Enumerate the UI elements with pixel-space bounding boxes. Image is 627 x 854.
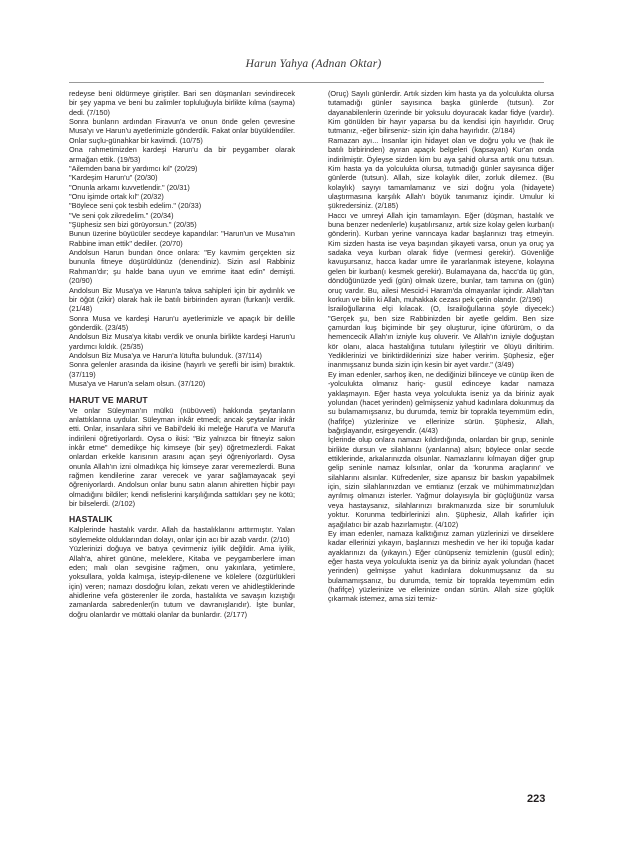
verse-paragraph: Andolsun Biz Musa'ya ve Harun'a takva sahipleri için bir aydınlık ve bir öğüt (zikir) olarak hak ile batılı birbirinden ayıran (furkan)ı verdik. (21/48) (69, 285, 295, 314)
verse-paragraph: İsrailoğullarına elçi kılacak. (O, İsrailoğullarına şöyle diyecek:) "Gerçek şu, ben size Rabbinizden bir ayetle geldim. Ben size çamurdan kuş biçiminde bir şey oluşturur, içine üfürürüm, o da hemencecik Allah'ın izniyle kuş oluverir. Ve Allah'ın izniyle doğuştan kör olanı, alaca hastalığına tutulanı iyileştirir ve ölüyü diriltirim. Yediklerinizi ve biriktirdiklerinizi size haber veririm. Şüphesiz, eğer inanmışsanız bunda sizin için kesin bir ayet vardır." (3/49) (328, 304, 554, 370)
left-text-column (69, 89, 295, 619)
verse-paragraph: Haccı ve umreyi Allah için tamamlayın. Eğer (düşman, hastalık ve buna benzer nedenlerle) kuşatılırsanız, artık size kolay gelen kurban(ı gönderin). Kurban yerine varıncaya kadar başlarınızı traş etmeyin. Kim sizden hasta ise veya başından şikayeti varsa, onun ya oruç ya sadaka veya kurban olarak fidye (vermesi gerekir). Güvenliğe kavuşursanız, hacca kadar umre ile yararlanmak isteyene, kolayına gelen bir kurban(ı kesmek gerekir). Bulamayana da, hacc'da üç gün, döndüğünüzde yedi (gün) olmak üzere, bunlar, tam tamına on (gün) oruç vardır. Bu, ailesi Mescid-i Haram'da olmayanlar içindir. Allah'tan korkun ve bilin ki Allah, muhakkak cezası pek çetin olandır. (2/196) (328, 210, 554, 304)
verse-paragraph: "Böylece seni çok tesbih edelim." (20/33) (69, 201, 202, 211)
section-heading: HARUT VE MARUT (69, 394, 148, 405)
verse-paragraph: Kalplerinde hastalık vardır. Allah da hastalıklarını arttırmıştır. Yalan söylemekte olduklarından dolayı, onlar için acı bir azab vardır. (2/10) (69, 525, 295, 544)
verse-paragraph: Ey iman edenler, namaza kalktığınız zaman yüzlerinizi ve dirseklere kadar ellerinizi yıkayın, başlarınızı meshedin ve her iki topuğa kadar ayaklarınızı da (yıkayın.) Eğer cünüpseniz temizlenin (gusül edin); eğer hasta veya yolculukta iseniz ya da biriniz ayak yolundan (hacet yerinden) gelmişse yahut kadınlara dokunmuşsanız da su bulamamışsanız, bu durumda, temiz bir toprakla teyemmüm edin (hafifçe) yüzlerinize ve ellerinize ondan sürün. Allah size güçlük çıkarmak istemez, ama sizi temiz- (328, 528, 554, 604)
verse-paragraph: redeyse beni öldürmeye giriştiler. Bari sen düşmanları sevindirecek bir şey yapma ve beni bu zalimler topluluğuyla birlikte kılma (sayma) dedi. (7/150) (69, 89, 295, 117)
verse-paragraph: Andolsun Biz Musa'ya kitabı verdik ve onunla birlikte kardeşi Harun'u yardımcı kıldık. (25/35) (69, 332, 295, 351)
verse-paragraph: "Kardeşim Harun'u" (20/30) (69, 173, 158, 183)
verse-paragraph: Andolsun Biz Musa'ya ve Harun'a lütufta bulunduk. (37/114) (69, 351, 262, 361)
verse-paragraph: "Onu işimde ortak kıl" (20/32) (69, 191, 164, 201)
verse-paragraph: İçlerinde olup onlara namazı kıldırdığında, onlardan bir grup, seninle birlikte dursun ve silahlarını (yanlarına) alsın; böylece onlar secde ettiklerinde, arkalarınızda olsunlar. Namazlarını kılmayan diğer grup gelip seninle namaz kılsınlar, onlar da 'korunma araçlarını' ve silahlarını alsınlar. Küfredenler, size apansız bir baskın yapabilmek için, sizin silahlarınızdan ve emtianız (erzak ve mühimmatınız)dan ayrılmış olmanızı isterler. Yağmur dolayısıyla bir güçlüğünüz varsa veya hastaysanız, silahlarınızı bırakmanızda size bir sorumluluk yoktur. Korunma tedbirlerinizi alın. Şüphesiz, Allah kafirler için aşağılatıcı bir azab hazırlamıştır. (4/102) (328, 435, 554, 529)
right-text-column (328, 89, 554, 604)
verse-paragraph: Musa'ya ve Harun'a selam olsun. (37/120) (69, 379, 206, 389)
verse-paragraph: Ve onlar Süleyman'ın mülkü (nübüvveti) hakkında şeytanların anlattıklarına uydular. Süleyman inkâr etmedi; ancak şeytanlar inkâr etti. Onlar, insanlara sihri ve Babil'deki iki meleğe Harut'a ve Marut'a indirileni öğretiyorlardı. Oysa o ikisi: "Biz yalnızca bir fitneyiz sakın inkâr etme" demedikçe hiç kimseye (bir şey) öğretmezlerdi. Fakat onlardan erkekle karısının arasını açan şeyi öğreniyorlardı. Oysa onunla Allah'ın izni olmadıkça hiç kimseye zarar veremezlerdi. Buna rağmen kendilerine zarar verecek ve yarar sağlamayacak şeyi öğreniyorlardı. Andolsun onlar bunu satın alanın ahiretten hiçbir payı olmadığını bildiler; kendi nefislerini karşılığında sattıkları şey ne kötü; bir bilselerdi. (2/102) (69, 405, 295, 509)
verse-paragraph: Ey iman edenler, sarhoş iken, ne dediğinizi bilinceye ve cünüp iken de -yolculukta olmanız hariç- gusül edinceye kadar namaza yaklaşmayın. Eğer hasta veya yolculukta iseniz ya da biriniz ayak yolundan (hacet yerinden) gelmişseniz yahud kadınlara dokunmuş da su bulamamışsanız, bu durumda, temiz bir toprakla teyemmüm edin, (hafifçe) yüzlerinize ve ellerinize sürün. Şüphesiz, Allah, bağışlayandır, esirgeyendir. (4/43) (328, 369, 554, 435)
verse-paragraph: "Ailemden bana bir yardımcı kıl" (20/29) (69, 163, 198, 173)
verse-paragraph: "Ve seni çok zikredelim." (20/34) (69, 210, 174, 220)
running-header: Harun Yahya (Adnan Oktar) (245, 58, 382, 70)
page-number: 223 (527, 793, 546, 805)
section-heading: HASTALIK (69, 514, 113, 525)
verse-paragraph: Ona rahmetimizden kardeşi Harun'u da bir peygamber olarak armağan ettik. (19/53) (69, 145, 295, 164)
verse-paragraph: Bunun üzerine büyücüler secdeye kapandılar: "Harun'un ve Musa'nın Rabbine iman ettik" dediler. (20/70) (69, 229, 295, 248)
verse-paragraph: Sonra bunların ardından Firavun'a ve onun önde gelen çevresine Musa'yı ve Harun'u ayetlerimizle gönderdik. Fakat onlar büyüklendiler. Onlar suçlu-günahkar bir kavimdi. (10/75) (69, 117, 295, 145)
verse-paragraph: Ramazan ayı... İnsanlar için hidayet olan ve doğru yolu ve (hak ile batılı birbirinden) ayıran apaçık belgeleri (kapsayan) Kur'an onda indirilmiştir. Öyleyse sizden kim bu aya şahid olursa artık onu tutsun. Kim hasta ya da yolculukta olursa, tutmadığı günler sayısınca diğer günlerde (tutsun). Allah, size kolaylık diler, zorluk dilemez. (Bu kolaylık) sayıyı tamamlamanız ve sizi doğru yola (hidayete) ulaştırmasına karşılık Allah'ı büyük tanımanız içindir. Umulur ki şükredersiniz. (2/185) (328, 135, 554, 211)
verse-paragraph: Yüzlerinizi doğuya ve batıya çevirmeniz iyilik değildir. Ama iyilik, Allah'a, ahiret gününe, meleklere, Kitaba ve peygamberlere iman eden; malı olan sevgisine rağmen, onu yakınlara, yetimlere, yoksullara, yolda kalmışa, isteyip-dilenene ve kölelere (özgürlükleri için) veren; namazı dosdoğru kılan, zekatı veren ve ahidleştiklerinde ahidlerine vefa gösterenler ile zorda, hastalıkta ve savaşın kızıştığı zamanlarda sabredenler(in tutum ve davranışlarıdır). İşte bunlar, doğru olanlardır ve müttaki olanlar da bunlardır. (2/177) (69, 544, 295, 619)
verse-paragraph: (Oruç) Sayılı günlerdir. Artık sizden kim hasta ya da yolculukta olursa tutamadığı günler sayısınca başka günlerde (tutsun). Zor dayanabilenlerin üzerinde bir yoksulu doyuracak kadar fidye (vardır). Kim gönülden bir hayır yaparsa bu da kendisi için hayırlıdır. Oruç tutmanız, -eğer bilirseniz- sizin için daha hayırlıdır. (2/184) (328, 89, 554, 136)
verse-paragraph: Sonra Musa ve kardeşi Harun'u ayetlerimizle ve apaçık bir delille gönderdik. (23/45) (69, 313, 295, 332)
verse-paragraph: "Onunla arkamı kuvvetlendir." (20/31) (69, 182, 190, 192)
header-divider (69, 82, 544, 83)
verse-paragraph: Sonra gelenler arasında da ikisine (hayırlı ve şerefli bir isim) bıraktık. (37/119) (69, 360, 295, 379)
verse-paragraph: Andolsun Harun bundan önce onlara: "Ey kavmim gerçekten siz bununla fitneye düşürüldünüz (denendiniz). Sizin asıl Rabbiniz Rahman'dır; şu halde bana uyun ve emrime itaat edin" demişti. (20/90) (69, 248, 295, 286)
verse-paragraph: "Şüphesiz sen bizi görüyorsun." (20/35) (69, 220, 197, 230)
